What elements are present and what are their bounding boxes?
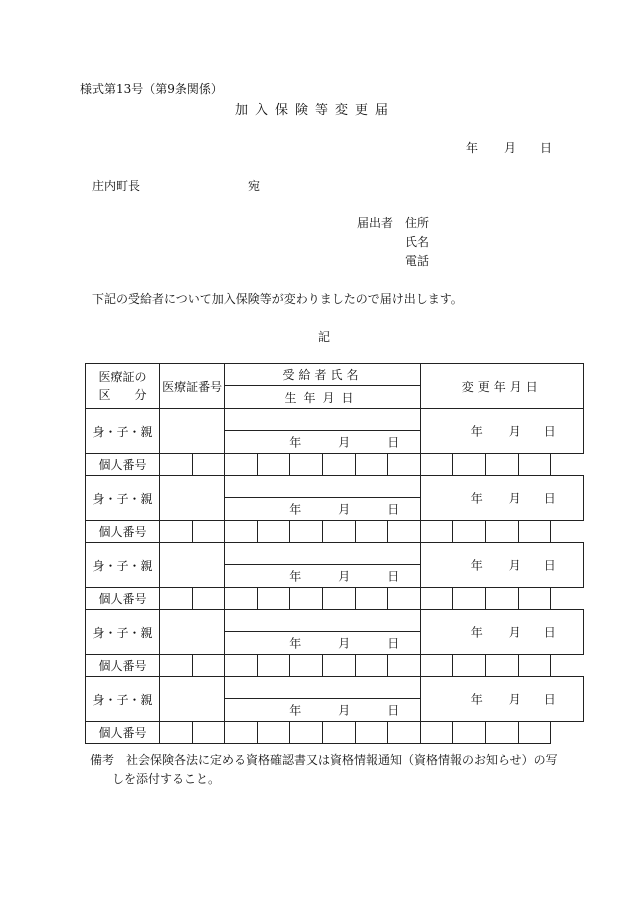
my-number-digit-cell[interactable] [192, 454, 225, 476]
date-month-label: 月 [504, 141, 517, 155]
birth-month-label: 月 [338, 636, 351, 651]
birth-day-label: 日 [387, 636, 400, 651]
change-month-label: 月 [508, 491, 521, 506]
birth-date-cell[interactable] [225, 498, 421, 521]
note-label: 備考 [90, 753, 115, 767]
my-number-digit-cell[interactable] [388, 521, 421, 543]
birth-date-cell[interactable] [225, 699, 421, 722]
my-number-digit-cell[interactable] [420, 722, 453, 744]
my-number-label: 個人番号 [86, 722, 160, 744]
change-date-cell[interactable] [420, 543, 583, 588]
my-number-digit-cell[interactable] [290, 655, 323, 677]
change-year-label: 年 [470, 558, 483, 573]
my-number-digit-cell[interactable] [355, 722, 388, 744]
my-number-digit-cell[interactable] [322, 655, 355, 677]
my-number-digit-cell[interactable] [388, 655, 421, 677]
my-number-digit-cell[interactable] [257, 454, 290, 476]
addressee-suffix: 宛 [248, 179, 261, 193]
note-line1: 社会保険各法に定める資格確認書又は資格情報通知（資格情報のお知らせ）の写 [126, 753, 558, 767]
change-date-cell[interactable] [420, 677, 583, 722]
my-number-row [86, 655, 584, 677]
recipient-name-cell[interactable] [225, 677, 421, 699]
my-number-digit-cell[interactable] [420, 588, 453, 610]
birth-day-label: 日 [387, 502, 400, 517]
my-number-digit-cell[interactable] [160, 521, 193, 543]
my-number-label: 個人番号 [86, 454, 160, 476]
date-day-label: 日 [540, 141, 553, 155]
birth-year-label: 年 [289, 636, 302, 651]
my-number-label: 個人番号 [86, 521, 160, 543]
birth-year-label: 年 [289, 703, 302, 718]
ki-label: 記 [318, 330, 331, 344]
addressee-name: 庄内町長 [92, 179, 141, 193]
my-number-digit-cell[interactable] [290, 521, 323, 543]
my-number-digit-cell[interactable] [485, 722, 518, 744]
my-number-row [86, 722, 584, 744]
birth-month-label: 月 [338, 703, 351, 718]
my-number-digit-cell[interactable] [518, 588, 551, 610]
my-number-digit-cell[interactable] [160, 588, 193, 610]
change-year-label: 年 [470, 491, 483, 506]
my-number-digit-cell[interactable] [485, 521, 518, 543]
change-day-label: 日 [543, 692, 556, 707]
change-month-label: 月 [508, 558, 521, 573]
my-number-digit-cell[interactable] [192, 588, 225, 610]
my-number-digit-cell[interactable] [420, 521, 453, 543]
my-number-digit-cell[interactable] [453, 655, 486, 677]
my-number-digit-cell[interactable] [453, 521, 486, 543]
change-date-cell[interactable] [420, 476, 583, 521]
my-number-digit-cell[interactable] [518, 521, 551, 543]
my-number-digit-cell[interactable] [322, 521, 355, 543]
kubun-cell: 身・子・親 [86, 409, 160, 454]
change-year-label: 年 [470, 625, 483, 640]
my-number-digit-cell[interactable] [290, 722, 323, 744]
my-number-digit-cell[interactable] [225, 588, 258, 610]
my-number-digit-cell[interactable] [355, 521, 388, 543]
birth-date-cell[interactable] [225, 632, 421, 655]
my-number-digit-cell[interactable] [453, 588, 486, 610]
header-kubun-line2: 区 分 [98, 388, 147, 402]
recipient-row [86, 409, 584, 431]
header-name: 受給者氏名 [225, 364, 421, 386]
birth-day-label: 日 [387, 569, 400, 584]
birth-year-label: 年 [289, 569, 302, 584]
birth-day-label: 日 [387, 435, 400, 450]
my-number-digit-cell[interactable] [225, 454, 258, 476]
my-number-row [86, 521, 584, 543]
my-number-digit-cell[interactable] [420, 454, 453, 476]
card-number-cell[interactable] [160, 543, 225, 588]
birth-date-cell[interactable] [225, 431, 421, 454]
recipient-name-cell[interactable] [225, 409, 421, 431]
my-number-digit-cell[interactable] [453, 454, 486, 476]
statement: 下記の受給者について加入保険等が変わりましたので届け出します。 [92, 292, 463, 306]
my-number-digit-cell[interactable] [388, 722, 421, 744]
change-month-label: 月 [508, 625, 521, 640]
my-number-digit-cell[interactable] [485, 454, 518, 476]
my-number-digit-cell[interactable] [225, 521, 258, 543]
kubun-cell: 身・子・親 [86, 476, 160, 521]
my-number-digit-cell[interactable] [485, 655, 518, 677]
my-number-digit-cell[interactable] [420, 655, 453, 677]
birth-year-label: 年 [289, 502, 302, 517]
my-number-digit-cell[interactable] [518, 722, 551, 744]
card-number-cell[interactable] [160, 610, 225, 655]
my-number-digit-cell[interactable] [322, 454, 355, 476]
recipient-name-cell[interactable] [225, 610, 421, 632]
my-number-digit-cell[interactable] [160, 454, 193, 476]
change-day-label: 日 [543, 558, 556, 573]
my-number-digit-cell[interactable] [485, 588, 518, 610]
my-number-digit-cell[interactable] [322, 588, 355, 610]
change-date-cell[interactable] [420, 409, 583, 454]
my-number-digit-cell[interactable] [192, 655, 225, 677]
card-number-cell[interactable] [160, 409, 225, 454]
form-number: 様式第13号（第9条関係） [80, 82, 223, 96]
applicant-name-label: 氏名 [405, 235, 430, 249]
my-number-digit-cell[interactable] [257, 722, 290, 744]
recipient-row [86, 476, 584, 498]
recipient-name-cell[interactable] [225, 476, 421, 498]
recipient-name-cell[interactable] [225, 543, 421, 565]
applicant-label: 届出者 [357, 216, 394, 230]
my-number-label: 個人番号 [86, 588, 160, 610]
change-date-cell[interactable] [420, 610, 583, 655]
birth-month-label: 月 [338, 435, 351, 450]
my-number-digit-cell[interactable] [257, 521, 290, 543]
change-day-label: 日 [543, 424, 556, 439]
recipient-row [86, 610, 584, 632]
header-kubun-line1: 医療証の [98, 370, 147, 384]
header-number: 医療証番号 [160, 364, 225, 409]
change-month-label: 月 [508, 424, 521, 439]
change-month-label: 月 [508, 692, 521, 707]
change-year-label: 年 [470, 424, 483, 439]
header-birth: 生年月日 [225, 386, 421, 409]
kubun-cell: 身・子・親 [86, 543, 160, 588]
my-number-digit-cell[interactable] [355, 588, 388, 610]
note-line2: しを添付すること。 [112, 772, 221, 786]
header-change-date: 変更年月日 [420, 364, 583, 409]
header-kubun [86, 364, 160, 409]
my-number-digit-cell[interactable] [355, 454, 388, 476]
my-number-digit-cell[interactable] [192, 722, 225, 744]
card-number-cell[interactable] [160, 677, 225, 722]
my-number-digit-cell[interactable] [225, 722, 258, 744]
my-number-digit-cell[interactable] [160, 722, 193, 744]
card-number-cell[interactable] [160, 476, 225, 521]
my-number-row [86, 588, 584, 610]
header-row [86, 364, 584, 386]
my-number-digit-cell[interactable] [355, 655, 388, 677]
recipient-row [86, 677, 584, 699]
form-title: 加入保険等変更届 [235, 103, 396, 118]
birth-day-label: 日 [387, 703, 400, 718]
my-number-digit-cell[interactable] [453, 722, 486, 744]
change-day-label: 日 [543, 491, 556, 506]
birth-date-cell[interactable] [225, 565, 421, 588]
change-year-label: 年 [470, 692, 483, 707]
my-number-digit-cell[interactable] [388, 588, 421, 610]
birth-year-label: 年 [289, 435, 302, 450]
my-number-digit-cell[interactable] [518, 655, 551, 677]
my-number-digit-cell[interactable] [322, 722, 355, 744]
applicant-address-label: 住所 [405, 216, 430, 230]
recipient-row [86, 543, 584, 565]
birth-month-label: 月 [338, 502, 351, 517]
change-day-label: 日 [543, 625, 556, 640]
my-number-digit-cell[interactable] [518, 454, 551, 476]
birth-month-label: 月 [338, 569, 351, 584]
my-number-digit-cell[interactable] [257, 588, 290, 610]
my-number-digit-cell[interactable] [225, 655, 258, 677]
my-number-digit-cell[interactable] [290, 454, 323, 476]
kubun-cell: 身・子・親 [86, 677, 160, 722]
my-number-label: 個人番号 [86, 655, 160, 677]
recipient-table [85, 363, 584, 744]
my-number-row [86, 454, 584, 476]
my-number-digit-cell[interactable] [192, 521, 225, 543]
date-year-label: 年 [466, 141, 479, 155]
my-number-digit-cell[interactable] [257, 655, 290, 677]
my-number-digit-cell[interactable] [388, 454, 421, 476]
my-number-digit-cell[interactable] [290, 588, 323, 610]
kubun-cell: 身・子・親 [86, 610, 160, 655]
my-number-digit-cell[interactable] [160, 655, 193, 677]
applicant-phone-label: 電話 [405, 254, 430, 268]
